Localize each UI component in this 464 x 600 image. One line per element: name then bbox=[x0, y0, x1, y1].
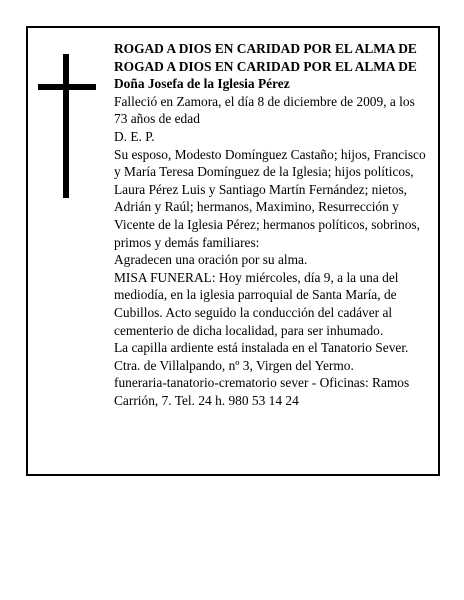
cross-icon bbox=[38, 54, 98, 198]
notice-text bbox=[114, 40, 426, 409]
rip-line: D. E. P. bbox=[114, 128, 155, 144]
cross-vertical-bar bbox=[63, 54, 69, 198]
notice-heading: ROGAD A DIOS EN CARIDAD POR EL ALMA DE ROGAD A DIOS EN CARIDAD POR EL ALMA DE bbox=[114, 41, 417, 74]
prayer-request: Agradecen una oración por su alma. bbox=[114, 252, 308, 268]
deceased-name: Doña Josefa de la Iglesia Pérez bbox=[114, 76, 290, 92]
family-list: Su esposo, Modesto Domínguez Castaño; hijos, Francisco y María Teresa Domínguez de la Iglesia; hijos políticos, Laura Pérez Luis y Santiago Martín Fernández; nietos, Adrián y Raúl; hermanos, Maximino, Resurrección y Vicente de la Iglesia Pérez; hermanos políticos, sobrinos, primos y demás familiares: bbox=[114, 146, 426, 250]
funeral-home-contact: funeraria-tanatorio-crematorio sever - Oficinas: Ramos Carrión, 7. Tel. 24 h. 980 53 14 24 bbox=[114, 375, 410, 408]
cross-horizontal-bar bbox=[38, 84, 96, 90]
funeral-mass-details: MISA FUNERAL: Hoy miércoles, día 9, a la una del mediodía, en la iglesia parroquial de Santa María, de Cubillos. Acto seguido la conducción del cadáver al cementerio de dicha localidad, para ser inhumado. bbox=[114, 269, 399, 338]
death-details: Falleció en Zamora, el día 8 de diciembre de 2009, a los 73 años de edad bbox=[114, 93, 415, 127]
chapel-location: La capilla ardiente está instalada en el Tanatorio Sever. Ctra. de Villalpando, nº 3, Virgen del Yermo. bbox=[114, 340, 409, 373]
